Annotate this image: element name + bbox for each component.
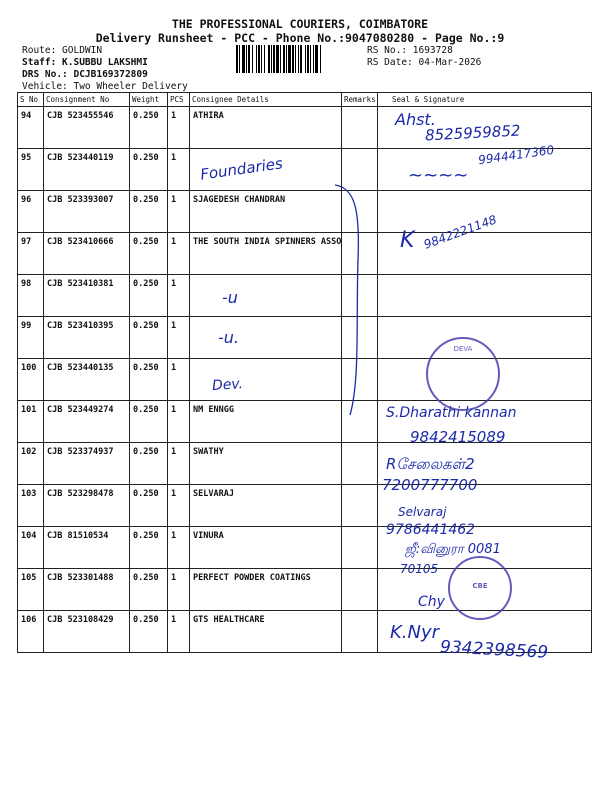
cell-consignee [190, 317, 342, 359]
cell-consignment-no: CJB 523410381 [44, 275, 130, 317]
cell-sno: 103 [18, 485, 44, 527]
cell-sno: 104 [18, 527, 44, 569]
cell-pcs: 1 [168, 569, 190, 611]
col-consignee: Consignee Details [190, 93, 342, 107]
cell-pcs: 1 [168, 107, 190, 149]
cell-consignment-no: CJB 523374937 [44, 443, 130, 485]
cell-consignee: ATHIRA [190, 107, 342, 149]
cell-weight: 0.250 [130, 107, 168, 149]
cell-sno: 102 [18, 443, 44, 485]
cell-consignment-no: CJB 523108429 [44, 611, 130, 653]
cell-pcs: 1 [168, 149, 190, 191]
handwritten-name-101: S.Dharathi kannan [386, 405, 517, 421]
cell-consignment-no: CJB 523449274 [44, 401, 130, 443]
handwritten-phone-94: 8525959852 [424, 121, 521, 145]
handwritten-phone-103: 9786441462 [386, 522, 476, 538]
cell-weight: 0.250 [130, 569, 168, 611]
rs-number: RS No.: 1693728 [367, 45, 453, 56]
cell-pcs: 1 [168, 191, 190, 233]
runsheet-subtitle: Delivery Runsheet - PCC - Phone No.:9047080280 - Page No.:9 [95, 31, 505, 45]
cell-remarks [342, 485, 378, 527]
cell-consignee: VINURA [190, 527, 342, 569]
col-remarks: Remarks [342, 93, 378, 107]
company-seal-100 [426, 337, 500, 411]
cell-consignee: SWATHY [190, 443, 342, 485]
cell-remarks [342, 569, 378, 611]
company-seal-105 [448, 556, 512, 620]
cell-weight: 0.250 [130, 443, 168, 485]
seal-text-105: CBE [472, 582, 488, 590]
handwritten-phone-95: 9944417360 [477, 142, 555, 168]
signature-scribble-104: ஜீ:வினுரா 0081 [405, 542, 501, 557]
cell-sno: 101 [18, 401, 44, 443]
col-consignment: Consignment No [44, 93, 130, 107]
staff-label: Staff: K.SUBBU LAKSHMI [22, 57, 148, 68]
cell-sno: 106 [18, 611, 44, 653]
signature-scribble-94: Ahst. [395, 110, 436, 129]
handwritten-phone-102: 7200777700 [382, 476, 478, 494]
cell-weight: 0.250 [130, 275, 168, 317]
cell-weight: 0.250 [130, 233, 168, 275]
handwritten-remark-99: -u. [218, 328, 239, 347]
signature-scribble-102: Rசேலைகள்2 [386, 455, 475, 473]
handwritten-remark-98: -u [222, 288, 238, 307]
seal-text-100: DEVA [453, 345, 473, 353]
cell-pcs: 1 [168, 275, 190, 317]
cell-consignment-no: CJB 523440119 [44, 149, 130, 191]
col-pcs: PCS [168, 93, 190, 107]
table-row [18, 191, 592, 233]
cell-weight: 0.250 [130, 527, 168, 569]
cell-remarks [342, 527, 378, 569]
cell-weight: 0.250 [130, 359, 168, 401]
cell-remarks [342, 443, 378, 485]
table-row [18, 359, 592, 401]
cell-pcs: 1 [168, 611, 190, 653]
signature-scribble-103: Selvaraj [398, 505, 447, 519]
cell-weight: 0.250 [130, 317, 168, 359]
cell-sno: 95 [18, 149, 44, 191]
cell-consignment-no: CJB 523301488 [44, 569, 130, 611]
cell-consignee: PERFECT POWDER COATINGS [190, 569, 342, 611]
route-label: Route: GOLDWIN [22, 45, 103, 56]
cell-remarks [342, 611, 378, 653]
cell-consignment-no: CJB 523410666 [44, 233, 130, 275]
cell-consignee: NM ENNGG [190, 401, 342, 443]
cell-pcs: 1 [168, 485, 190, 527]
signature-scribble-106: K.Nyr [390, 622, 440, 643]
cell-weight: 0.250 [130, 401, 168, 443]
cell-weight: 0.250 [130, 149, 168, 191]
handwritten-bracket-line [330, 180, 370, 420]
cell-consignment-no: CJB 523410395 [44, 317, 130, 359]
table-row [18, 485, 592, 527]
signature-scribble-95: ~~~~ [408, 165, 469, 186]
cell-consignment-no: CJB 523455546 [44, 107, 130, 149]
cell-sno: 100 [18, 359, 44, 401]
handwritten-phone-106: 9342398569 [439, 637, 549, 663]
signature-scribble-104b: 70105 [400, 562, 439, 576]
col-sno: S No [18, 93, 44, 107]
cell-pcs: 1 [168, 443, 190, 485]
rs-date: RS Date: 04-Mar-2026 [367, 57, 482, 68]
cell-sno: 105 [18, 569, 44, 611]
table-header-row [18, 93, 592, 107]
cell-seal-signature [378, 275, 592, 317]
cell-pcs: 1 [168, 401, 190, 443]
cell-weight: 0.250 [130, 611, 168, 653]
cell-consignee: SJAGEDESH CHANDRAN [190, 191, 342, 233]
cell-consignee: SELVARAJ [190, 485, 342, 527]
signature-scribble-97: K [400, 228, 415, 253]
cell-sno: 96 [18, 191, 44, 233]
table-row [18, 317, 592, 359]
drs-label: DRS No.: DCJB169372809 [22, 69, 148, 80]
cell-consignment-no: CJB 81510534 [44, 527, 130, 569]
barcode [236, 45, 362, 73]
table-row [18, 527, 592, 569]
cell-consignee: GTS HEALTHCARE [190, 611, 342, 653]
cell-sno: 98 [18, 275, 44, 317]
cell-consignment-no: CJB 523440135 [44, 359, 130, 401]
cell-consignment-no: CJB 523393007 [44, 191, 130, 233]
table-row [18, 275, 592, 317]
handwritten-remark-95: Foundaries [199, 154, 284, 184]
company-title: THE PROFESSIONAL COURIERS, COIMBATORE [171, 17, 429, 31]
cell-remarks [342, 107, 378, 149]
cell-consignment-no: CJB 523298478 [44, 485, 130, 527]
handwritten-remark-100: Dev. [211, 375, 244, 395]
table-row [18, 443, 592, 485]
cell-weight: 0.250 [130, 485, 168, 527]
cell-pcs: 1 [168, 359, 190, 401]
col-weight: Weight [130, 93, 168, 107]
handwritten-phone-97: 9842221148 [421, 212, 499, 252]
table-row [18, 233, 592, 275]
col-seal-signature: Seal & Signature [378, 93, 592, 107]
cell-consignee: THE SOUTH INDIA SPINNERS ASSO [190, 233, 342, 275]
cell-weight: 0.250 [130, 191, 168, 233]
cell-consignee [190, 275, 342, 317]
cell-pcs: 1 [168, 317, 190, 359]
signature-scribble-105: Chy [418, 594, 445, 610]
cell-pcs: 1 [168, 527, 190, 569]
cell-sno: 97 [18, 233, 44, 275]
handwritten-phone-101: 9842415089 [410, 428, 506, 446]
cell-sno: 94 [18, 107, 44, 149]
cell-sno: 99 [18, 317, 44, 359]
cell-pcs: 1 [168, 233, 190, 275]
vehicle-label: Vehicle: Two Wheeler Delivery [22, 81, 188, 92]
